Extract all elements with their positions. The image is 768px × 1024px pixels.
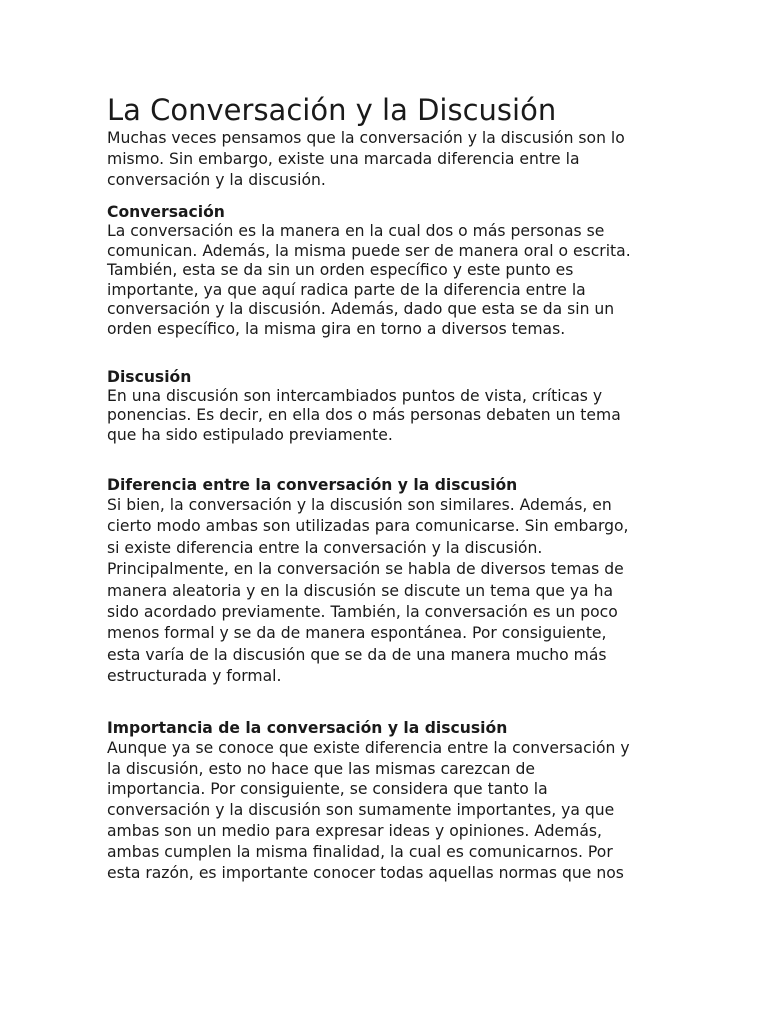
document-title: La Conversación y la Discusión: [107, 93, 557, 127]
section-importancia: [107, 719, 667, 884]
section-diferencia: [107, 476, 667, 688]
intro-paragraph: Muchas veces pensamos que la conversación y la discusión son lo mismo. Sin embargo, existe una marcada diferencia entre la conversación y la discusión.: [107, 129, 625, 189]
section-body: En una discusión son intercambiados puntos de vista, críticas y ponencias. Es decir, en ella dos o más personas debaten un tema que ha sido estipulado previamente.: [107, 386, 621, 445]
section-heading: Diferencia entre la conversación y la discusión: [107, 475, 518, 494]
document-page: [107, 92, 667, 884]
section-conversacion: [107, 203, 667, 340]
section-discusion: [107, 368, 667, 446]
section-heading: Discusión: [107, 367, 192, 386]
section-body: Si bien, la conversación y la discusión son similares. Además, en cierto modo ambas son utilizadas para comunicarse. Sin embargo, si existe diferencia entre la conversación y la discusión. Principalmente, en la conversación se habla de diversos temas de manera aleatoria y en la discusión se discute un tema que ya ha sido acordado previamente. También, la conversación es un poco menos formal y se da de manera espontánea. Por consiguiente, esta varía de la discusión que se da de una manera mucho más estructurada y formal.: [107, 495, 629, 686]
section-body: Aunque ya se conoce que existe diferencia entre la conversación y la discusión, esto no hace que las mismas carezcan de importancia. Por consiguiente, se considera que tanto la conversación y la discusión son sumamente importantes, ya que ambas son un medio para expresar ideas y opiniones. Además, ambas cumplen la misma finalidad, la cual es comunicarnos. Por esta razón, es importante conocer todas aquellas normas que nos: [107, 738, 630, 883]
section-body: La conversación es la manera en la cual dos o más personas se comunican. Además, la misma puede ser de manera oral o escrita. También, esta se da sin un orden específico y este punto es importante, ya que aquí radica parte de la diferencia entre la conversación y la discusión. Además, dado que esta se da sin un orden específico, la misma gira en torno a diversos temas.: [107, 222, 631, 338]
section-heading: Conversación: [107, 203, 225, 221]
section-heading: Importancia de la conversación y la discusión: [107, 718, 508, 737]
